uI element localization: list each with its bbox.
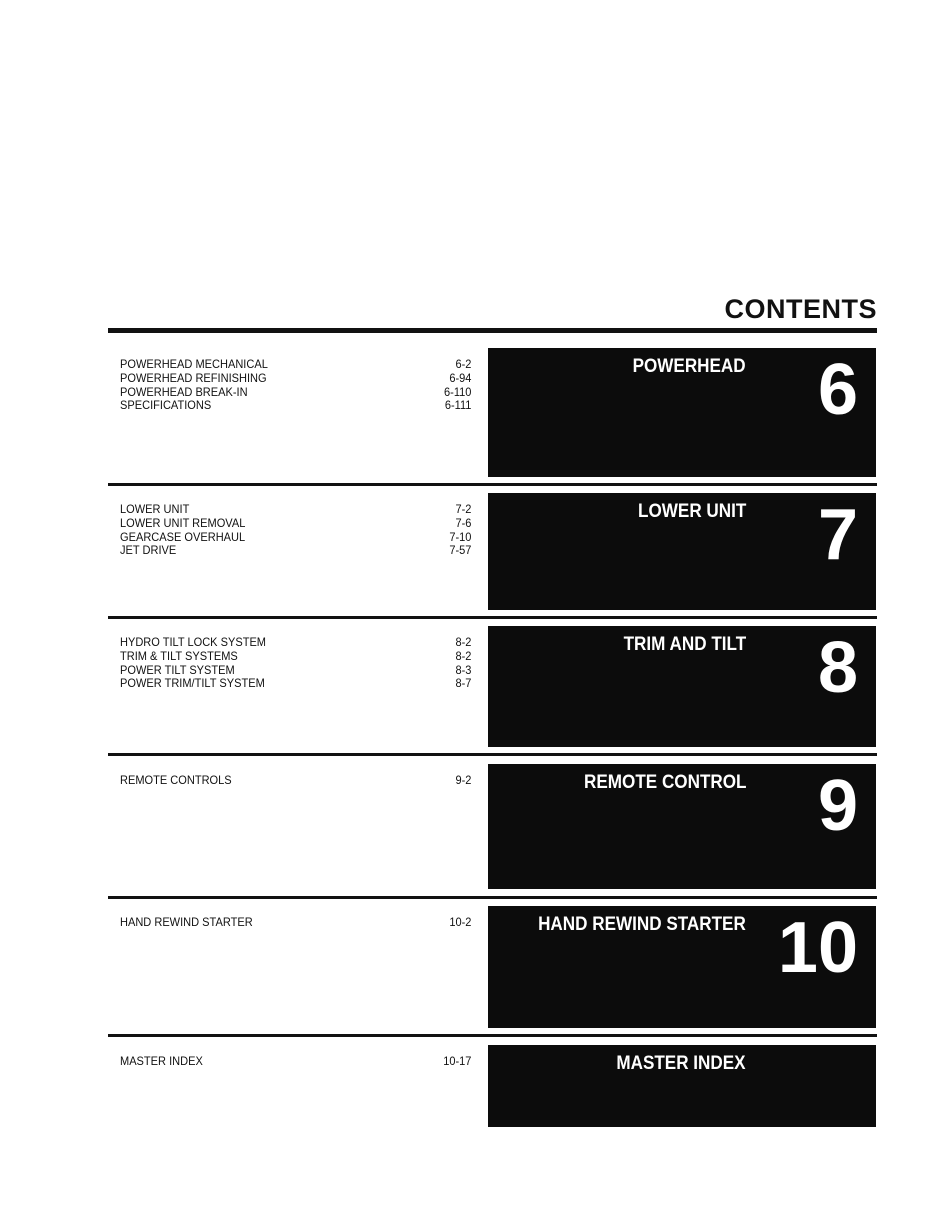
entry-label: POWERHEAD MECHANICAL bbox=[120, 357, 268, 371]
entry-page: 8-2 bbox=[455, 635, 472, 649]
entry-label: MASTER INDEX bbox=[120, 1054, 203, 1068]
section-rule bbox=[108, 753, 877, 756]
entry-page: 8-3 bbox=[455, 662, 472, 677]
chapter-tab[interactable] bbox=[488, 1045, 876, 1127]
chapter-number: 6 bbox=[817, 350, 858, 430]
chapter-number: 7 bbox=[817, 495, 858, 575]
toc-entry[interactable] bbox=[120, 531, 471, 545]
toc-entry[interactable] bbox=[120, 664, 471, 678]
chapter-tab[interactable] bbox=[488, 764, 876, 889]
section-rule bbox=[108, 483, 877, 486]
toc-entry[interactable] bbox=[120, 517, 471, 531]
chapter-title: LOWER UNIT bbox=[637, 501, 746, 522]
chapter-tab[interactable] bbox=[488, 626, 876, 747]
toc-entry[interactable] bbox=[120, 386, 471, 400]
entry-label: POWER TILT SYSTEM bbox=[120, 662, 235, 677]
section-rule bbox=[108, 616, 877, 619]
chapter-tab[interactable] bbox=[488, 493, 876, 610]
toc-entry[interactable] bbox=[120, 399, 471, 413]
entry-label: HAND REWIND STARTER bbox=[120, 915, 253, 929]
toc-entry[interactable] bbox=[120, 774, 471, 788]
entry-list bbox=[120, 916, 472, 930]
toc-entry[interactable] bbox=[120, 916, 471, 930]
toc-entry[interactable] bbox=[120, 544, 471, 558]
section-rule bbox=[108, 1034, 877, 1037]
chapter-title: HAND REWIND STARTER bbox=[538, 914, 746, 935]
toc-entry[interactable] bbox=[120, 677, 471, 691]
chapter-tab[interactable] bbox=[488, 348, 876, 477]
entry-label: GEARCASE OVERHAUL bbox=[120, 529, 246, 544]
toc-entry[interactable] bbox=[120, 503, 471, 517]
toc-entry[interactable] bbox=[120, 1055, 471, 1069]
chapter-number: 10 bbox=[777, 908, 858, 988]
entry-list bbox=[120, 358, 472, 413]
chapter-number: 9 bbox=[817, 766, 858, 846]
entry-list bbox=[120, 503, 472, 558]
toc-entry[interactable] bbox=[120, 636, 471, 650]
entry-page: 6-2 bbox=[455, 357, 472, 371]
entry-page: 6-111 bbox=[444, 398, 472, 413]
entry-list bbox=[120, 636, 472, 691]
entry-label: SPECIFICATIONS bbox=[120, 398, 212, 413]
entry-label: JET DRIVE bbox=[120, 543, 177, 558]
entry-label: POWER TRIM/TILT SYSTEM bbox=[120, 676, 265, 691]
chapter-number: 8 bbox=[817, 628, 858, 708]
entry-label: TRIM & TILT SYSTEMS bbox=[120, 648, 238, 663]
entry-label: REMOTE CONTROLS bbox=[120, 773, 232, 787]
entry-page: 7-10 bbox=[449, 529, 472, 544]
chapter-title: REMOTE CONTROL bbox=[583, 772, 746, 793]
page-title: CONTENTS bbox=[724, 294, 877, 324]
entry-page: 6-110 bbox=[444, 384, 472, 399]
toc-entry[interactable] bbox=[120, 372, 471, 386]
toc-entry[interactable] bbox=[120, 650, 471, 664]
entry-page: 10-2 bbox=[449, 915, 472, 929]
section-rule bbox=[108, 896, 877, 899]
chapter-tab[interactable] bbox=[488, 906, 876, 1028]
entry-label: POWERHEAD BREAK-IN bbox=[120, 384, 248, 399]
entry-label: HYDRO TILT LOCK SYSTEM bbox=[120, 635, 267, 649]
entry-page: 7-2 bbox=[455, 502, 472, 516]
entry-page: 8-2 bbox=[455, 648, 472, 663]
entry-label: LOWER UNIT bbox=[120, 502, 190, 516]
chapter-title: POWERHEAD bbox=[632, 356, 746, 377]
entry-page: 7-6 bbox=[455, 515, 472, 530]
entry-label: POWERHEAD REFINISHING bbox=[120, 370, 267, 385]
entry-page: 8-7 bbox=[455, 676, 472, 691]
chapter-title: TRIM AND TILT bbox=[623, 634, 746, 655]
entry-page: 9-2 bbox=[455, 773, 472, 787]
entry-page: 7-57 bbox=[449, 543, 472, 558]
title-rule bbox=[108, 328, 877, 333]
entry-label: LOWER UNIT REMOVAL bbox=[120, 515, 246, 530]
chapter-title: MASTER INDEX bbox=[616, 1053, 746, 1074]
toc-entry[interactable] bbox=[120, 358, 471, 372]
entry-list bbox=[120, 774, 472, 788]
entry-page: 10-17 bbox=[443, 1054, 472, 1068]
entry-list bbox=[120, 1055, 472, 1069]
entry-page: 6-94 bbox=[449, 370, 472, 385]
